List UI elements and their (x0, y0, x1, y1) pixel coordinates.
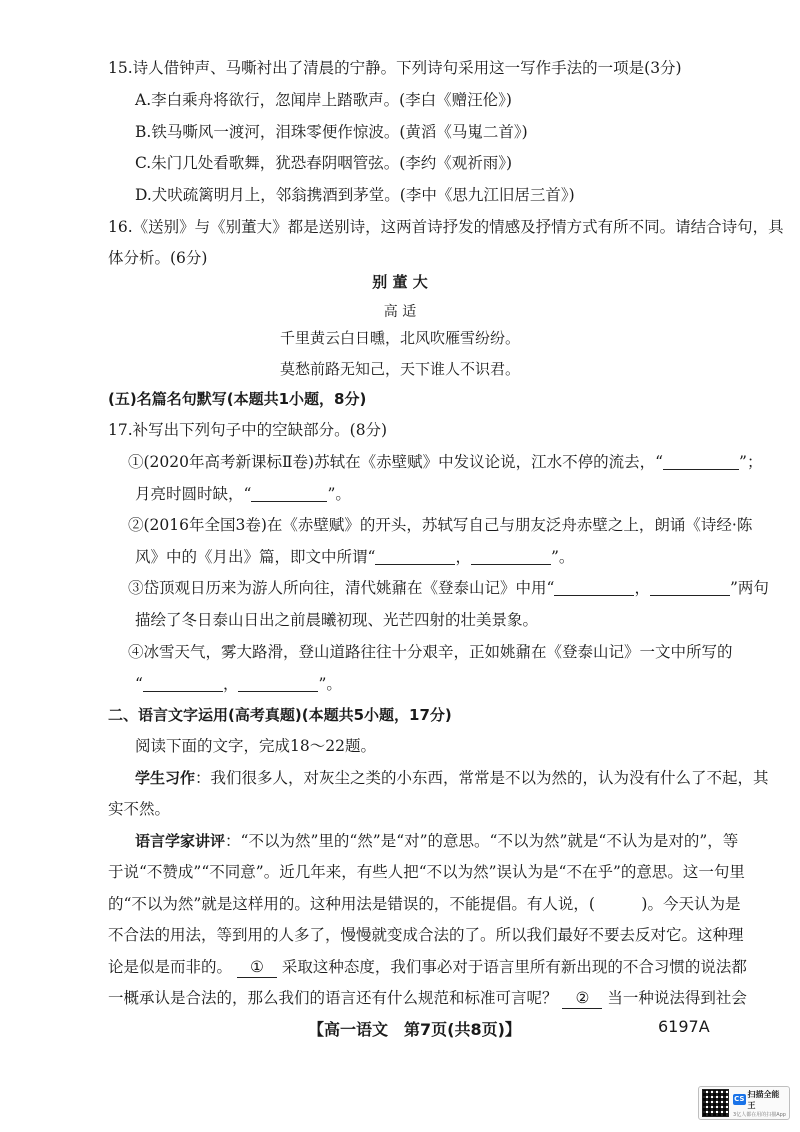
camscanner-logo-icon: CS (734, 1095, 745, 1103)
q17-item1-line2 (135, 484, 351, 504)
q17-item1-blank-2[interactable] (251, 485, 327, 502)
q17-item4-blank-1[interactable] (143, 675, 223, 692)
section-five-heading: (五)名篇名句默写(本题共1小题，8分) (108, 390, 367, 408)
q15-option-c: C.朱门几处看歌舞，犹恐春阴咽管弦。(李约《观祈雨》) (135, 154, 513, 172)
expert-comment-text-1: ：“不以为然”里的“然”是“对”的意思。“不以为然”就是“不认为是对的”，等 (225, 832, 739, 850)
expert-comment-line4: 不合法的用法，等到用的人多了，慢慢就变成合法的了。所以我们最好不要去反对它。这种理 (108, 926, 744, 944)
q17-item2-line2 (135, 547, 574, 567)
q17-item1-text-a: ①(2020年高考新课标Ⅱ卷)苏轼在《赤壁赋》中发议论说，江水不停的流去，“ (128, 453, 664, 471)
q17-item1-text-b: ”； (739, 453, 763, 471)
expert-comment-label: 语言学家讲评 (135, 832, 226, 850)
q17-item4-text-d: ”。 (318, 675, 342, 693)
q17-item1-text-d: ”。 (327, 485, 351, 503)
expert-comment-line3: 的“不以为然”就是这样用的。这种用法是错误的，不能提倡。有人说，( )。今天认为是 (108, 895, 741, 913)
q17-item2-blank-2[interactable] (471, 548, 551, 565)
q17-item2-text-b: 风》中的《月出》篇，即文中所谓“ (135, 548, 376, 566)
q15-option-a: A.李白乘舟将欲行，忽闻岸上踏歌声。(李白《赠汪伦》) (135, 91, 512, 109)
page-footer-label: 【高一语文 第7页(共8页)】 (308, 1020, 521, 1039)
scanner-app-name: 扫描全能王 (747, 1089, 780, 1110)
scanner-app-tagline: 3亿人都在用的扫描App (733, 1111, 786, 1118)
q17-stem: 17.补写出下列句子中的空缺部分。(8分) (108, 421, 388, 439)
q17-item4-blank-2[interactable] (238, 675, 318, 692)
expert-comment-line5 (108, 957, 747, 978)
poem-line-2: 莫愁前路无知己，天下谁人不识君。 (279, 360, 520, 378)
expert-comment-line6 (108, 988, 747, 1009)
reading-intro: 阅读下面的文字，完成18～22题。 (135, 737, 376, 755)
q17-item4-text-c: ， (222, 675, 239, 693)
expert-blank-1[interactable]: ① (237, 957, 277, 978)
poem-line-1: 千里黄云白日曛，北风吹雁雪纷纷。 (279, 329, 520, 347)
expert-comment-text-6b: 当一种说法得到社会 (607, 989, 747, 1007)
q17-item3-line2: 描绘了冬日泰山日出之前晨曦初现、光芒四射的壮美景象。 (135, 611, 539, 629)
section-two-heading: 二、语言文字运用(高考真题)(本题共5小题，17分) (108, 706, 452, 724)
q17-item1-blank-1[interactable] (663, 453, 739, 470)
qr-code-icon (702, 1089, 729, 1117)
q17-item2-text-d: ”。 (550, 548, 575, 566)
q17-item3-text-b: ， (634, 579, 650, 597)
expert-comment-text-6a: 一概承认是合法的，那么我们的语言还有什么规范和标准可言呢？ (108, 989, 558, 1007)
student-essay-label: 学生习作 (135, 769, 196, 787)
q17-item3-text-c: ”两句 (729, 579, 769, 597)
q17-item3-blank-1[interactable] (554, 579, 634, 596)
q15-stem: 15.诗人借钟声、马嘶衬出了清晨的宁静。下列诗句采用这一写作手法的一项是(3分) (108, 59, 682, 77)
expert-comment-line2: 于说“不赞成”“不同意”。近几年来，有些人把“不以为然”误认为是“不在乎”的意思。这一句里 (108, 863, 745, 881)
scanner-watermark (698, 1086, 790, 1120)
q17-item3-blank-2[interactable] (650, 579, 730, 596)
student-essay-line2: 实不然。 (108, 800, 171, 818)
q17-item2-line1: ②(2016年全国3卷)在《赤壁赋》的开头，苏轼写自己与朋友泛舟赤壁之上，朗诵《诗经·陈 (128, 516, 753, 534)
student-essay-text-1: ：我们很多人，对灰尘之类的小东西，常常是不以为然的，认为没有什么了不起，其 (195, 769, 769, 787)
poem-title: 别 董 大 (372, 273, 428, 291)
poem-author: 高 适 (383, 304, 417, 320)
student-essay-line1 (135, 768, 769, 788)
q16-stem-line2: 体分析。(6分) (108, 249, 208, 267)
scanner-watermark-text (733, 1089, 786, 1118)
q17-item2-blank-1[interactable] (375, 548, 455, 565)
q17-item3-line1 (128, 578, 769, 598)
expert-comment-text-5a: 论是似是而非的。 (108, 958, 233, 976)
q17-item1-text-c: 月亮时圆时缺，“ (135, 485, 252, 503)
q17-item1-line1 (128, 452, 762, 472)
q15-option-d: D.犬吠疏篱明月上，邻翁携酒到茅堂。(李中《思九江旧居三首》) (135, 186, 575, 204)
q17-item2-text-c: ， (455, 548, 471, 566)
q17-item4-text-b: “ (135, 675, 143, 693)
q17-item3-text-a: ③岱顶观日历来为游人所向往，清代姚鼐在《登泰山记》中用“ (128, 579, 555, 597)
q16-stem-line1: 16.《送别》与《别董大》都是送别诗，这两首诗抒发的情感及抒情方式有所不同。请结合诗句，具 (108, 218, 784, 236)
expert-blank-2[interactable]: ② (562, 988, 602, 1009)
q15-option-b: B.铁马嘶风一渡河，泪珠零便作惊波。(黄滔《马嵬二首》) (135, 123, 528, 141)
q17-item4-line1: ④冰雪天气，雾大路滑，登山道路往往十分艰辛，正如姚鼐在《登泰山记》一文中所写的 (128, 643, 733, 661)
expert-comment-line1 (135, 831, 738, 851)
expert-comment-text-5b: 采取这种态度，我们事必对于语言里所有新出现的不合习惯的说法都 (281, 958, 747, 976)
page-footer-code: 6197A (658, 1017, 710, 1036)
q17-item4-line2 (135, 674, 342, 694)
